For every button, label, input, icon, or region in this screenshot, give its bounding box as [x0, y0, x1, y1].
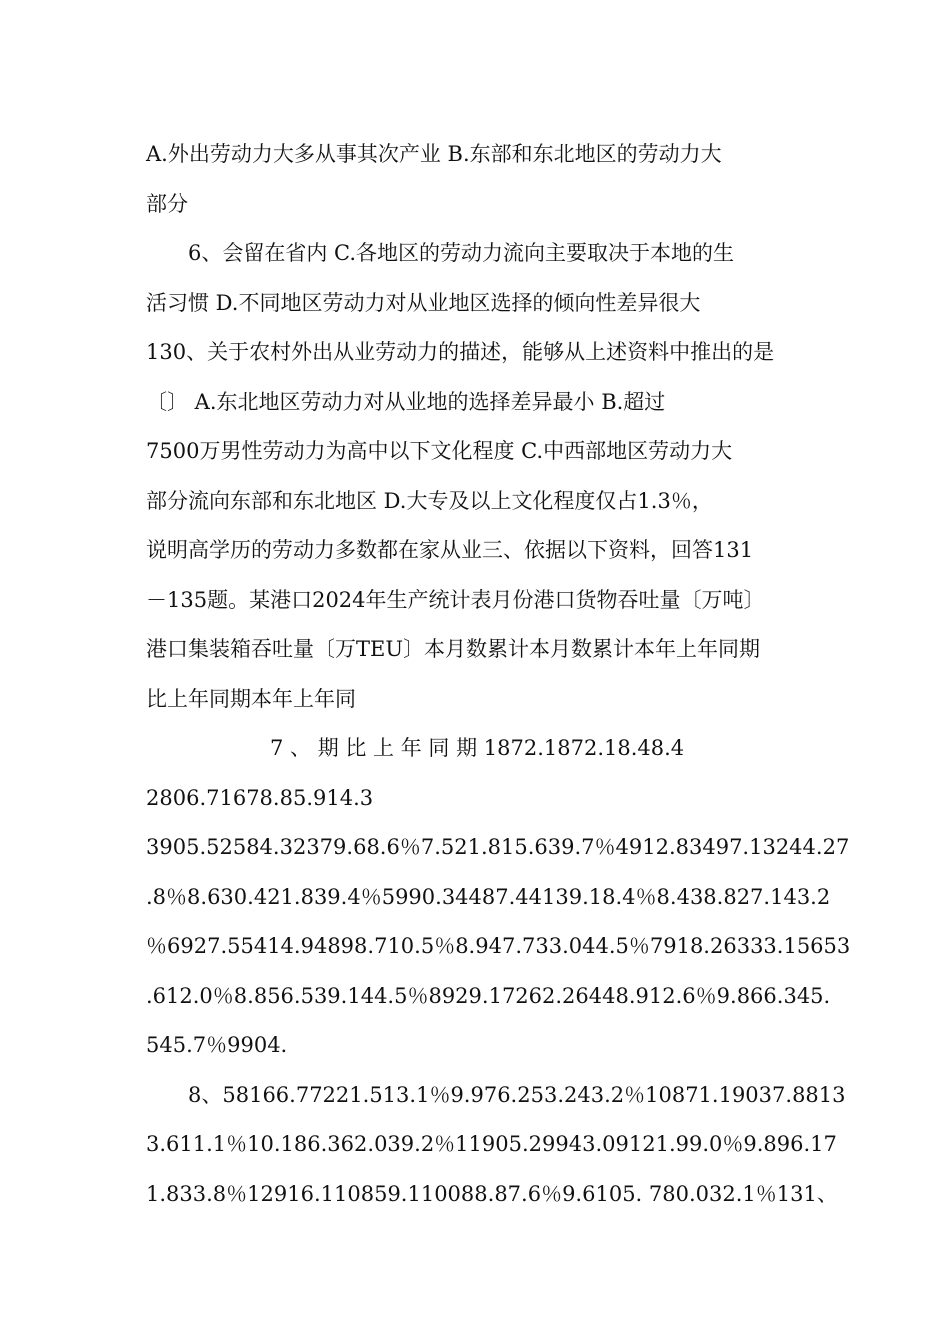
text-line: 130、关于农村外出从业劳动力的描述，能够从上述资料中推出的是: [146, 340, 775, 364]
text-line: 545.7％9904.: [146, 1033, 288, 1057]
text-line: 活习惯 D.不同地区劳动力对从业地区选择的倾向性差异很大: [146, 290, 701, 315]
text-line: 〔〕 A.东北地区劳动力对从业地的选择差异最小 B.超过: [146, 389, 666, 414]
text-line: 部分: [146, 191, 188, 216]
text-line: 7 、 期 比 上 年 同 期 1872.1872.18.48.4: [270, 736, 685, 760]
text-line: 部分流向东部和东北地区 D.大专及以上文化程度仅占1.3％，: [146, 488, 713, 513]
text-line: 3905.52584.32379.68.6％7.521.815.639.7％4912.83497.13244.27: [146, 835, 850, 859]
text-line: 比上年同期本年上年同: [146, 686, 356, 711]
text-line: 1.833.8％12916.110859.110088.87.6％9.6105. 780.032.1％131、: [146, 1181, 838, 1206]
document-page: [146, 130, 851, 1219]
text-line: ％6927.55414.94898.710.5％8.947.733.044.5％7918.26333.15653: [146, 934, 851, 958]
text-line: 港口集装箱吞吐量〔万TEU〕本月数累计本月数累计本年上年同期: [146, 637, 761, 661]
text-line: A.外出劳动力大多从事其次产业 B.东部和东北地区的劳动力大: [146, 142, 722, 166]
text-line: 7500万男性劳动力为高中以下文化程度 C.中西部地区劳动力大: [146, 439, 733, 463]
text-line: 说明高学历的劳动力多数都在家从业三、依据以下资料，回答131: [146, 538, 754, 562]
text-line: 6、会留在省内 C.各地区的劳动力流向主要取决于本地的生: [188, 241, 735, 265]
text-line: .8％8.630.421.839.4％5990.34487.44139.18.4％8.438.827.143.2: [146, 884, 831, 909]
text-line: －135题。某港口2024年生产统计表月份港口货物吞吐量〔万吨〕: [146, 587, 765, 612]
text-line: .612.0％8.856.539.144.5％8929.17262.26448.912.6％9.866.345.: [146, 983, 831, 1008]
text-line: 2806.71678.85.914.3: [146, 785, 374, 810]
text-line: 3.611.1％10.186.362.039.2％11905.29943.09121.99.0％9.896.17: [146, 1132, 837, 1156]
text-line: 8、58166.77221.513.1％9.976.253.243.2％10871.19037.8813: [188, 1082, 846, 1107]
